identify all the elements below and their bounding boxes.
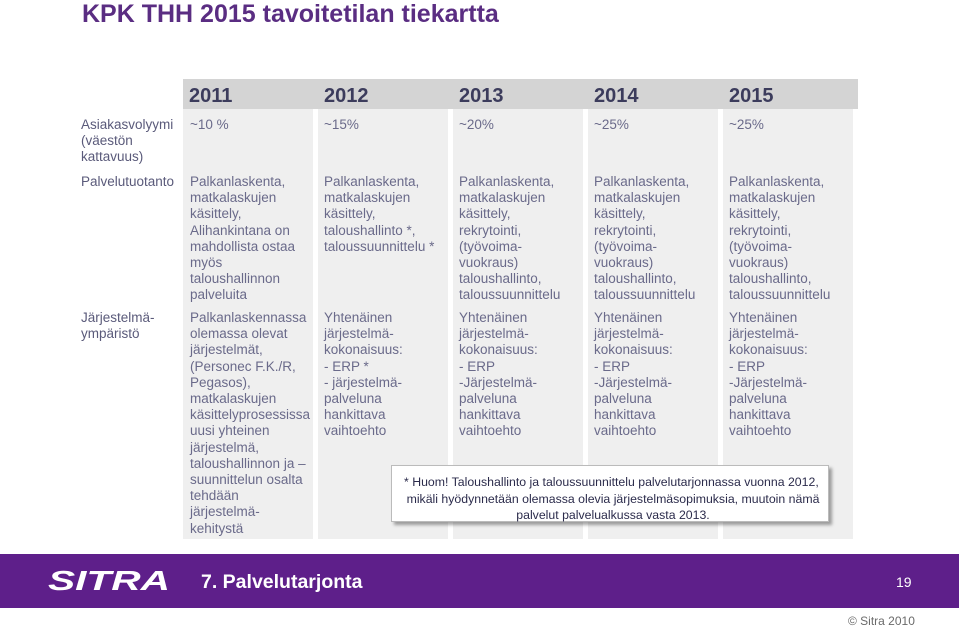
cell-jarjestelmaymparisto-2012: Yhtenäinen järjestelmä- kokonaisuus: - ERP * - järjestelmä- palveluna hankittava vaihtoehto: [324, 310, 403, 439]
year-header: 2015: [729, 85, 774, 107]
row-label-asiakasvolyymi: Asiakasvolyymi (väestön kattavuus): [81, 117, 174, 165]
footnote-line: * Huom! Taloushallinto ja taloussuunnittelu palvelutarjonnassa vuonna 2012,: [404, 475, 819, 489]
row-label-palvelutuotanto: Palvelutuotanto: [81, 174, 175, 189]
year-header: 2013: [459, 85, 504, 107]
year-header: 2011: [189, 85, 233, 107]
cell-jarjestelmaymparisto-2011: Palkanlaskennassa olemassa olevat järjestelmät, (Personec F.K./R, Pegasos), matkalaskujen käsittelyprosessissa uusi yhteinen järjestelmä, taloushallinnon ja – suunnittelun osalta tehdään järjestelmä- kehitystä: [190, 310, 311, 536]
cell-palvelutuotanto-2012: Palkanlaskenta, matkalaskujen käsittely, taloushallinto *, taloussuunnittelu *: [324, 174, 435, 254]
page-title: KPK THH 2015 tavoitetilan tiekartta: [82, 0, 499, 28]
row-label-jarjestelmaymparisto: Järjestelmä- ympäristö: [81, 310, 155, 342]
cell-jarjestelmaymparisto-2014: Yhtenäinen järjestelmä- kokonaisuus: - ERP -Järjestelmä- palveluna hankittava vaihtoehto: [594, 310, 673, 439]
cell-asiakasvolyymi-2015: ~25%: [729, 117, 764, 132]
footnote-line: palvelut palvelualkussa vasta 2013.: [516, 508, 710, 522]
cell-asiakasvolyymi-2014: ~25%: [594, 117, 629, 132]
cell-palvelutuotanto-2014: Palkanlaskenta, matkalaskujen käsittely, rekrytointi, (työvoima- vuokraus) taloushallinto, taloussuunnittelu: [594, 174, 696, 303]
cell-palvelutuotanto-2015: Palkanlaskenta, matkalaskujen käsittely, rekrytointi, (työvoima- vuokraus) taloushallinto, taloussuunnittelu: [729, 174, 831, 303]
year-header: 2012: [324, 85, 369, 107]
section-title: 7. Palvelutarjonta: [201, 571, 363, 593]
footnote-callout: [391, 465, 829, 522]
cell-jarjestelmaymparisto-2013: Yhtenäinen järjestelmä- kokonaisuus: - ERP -Järjestelmä- palveluna hankittava vaihtoehto: [459, 310, 538, 439]
cell-asiakasvolyymi-2012: ~15%: [324, 117, 359, 132]
footer-bar: [0, 554, 959, 608]
cell-asiakasvolyymi-2011: ~10 %: [190, 117, 229, 132]
year-header: 2014: [594, 85, 639, 107]
sitra-logo-icon: [48, 567, 172, 593]
cell-jarjestelmaymparisto-2015: Yhtenäinen järjestelmä- kokonaisuus: - ERP -Järjestelmä- palveluna hankittava vaihtoehto: [729, 310, 808, 439]
copyright-notice: © Sitra 2010: [848, 614, 915, 628]
footnote-line: mikäli hyödynnetään olemassa olevia järjestelmäsopimuksia, muutoin nämä: [406, 491, 820, 506]
cell-asiakasvolyymi-2013: ~20%: [459, 117, 494, 132]
cell-palvelutuotanto-2013: Palkanlaskenta, matkalaskujen käsittely, rekrytointi, (työvoima- vuokraus) taloushallinto, taloussuunnittelu: [459, 174, 561, 303]
sitra-logo-text: SITRA: [48, 567, 170, 593]
cell-palvelutuotanto-2011: Palkanlaskenta, matkalaskujen käsittely, Alihankintana on mahdollista ostaa myös taloushallinnon palveluita: [190, 174, 296, 303]
page-number: 19: [896, 574, 912, 590]
